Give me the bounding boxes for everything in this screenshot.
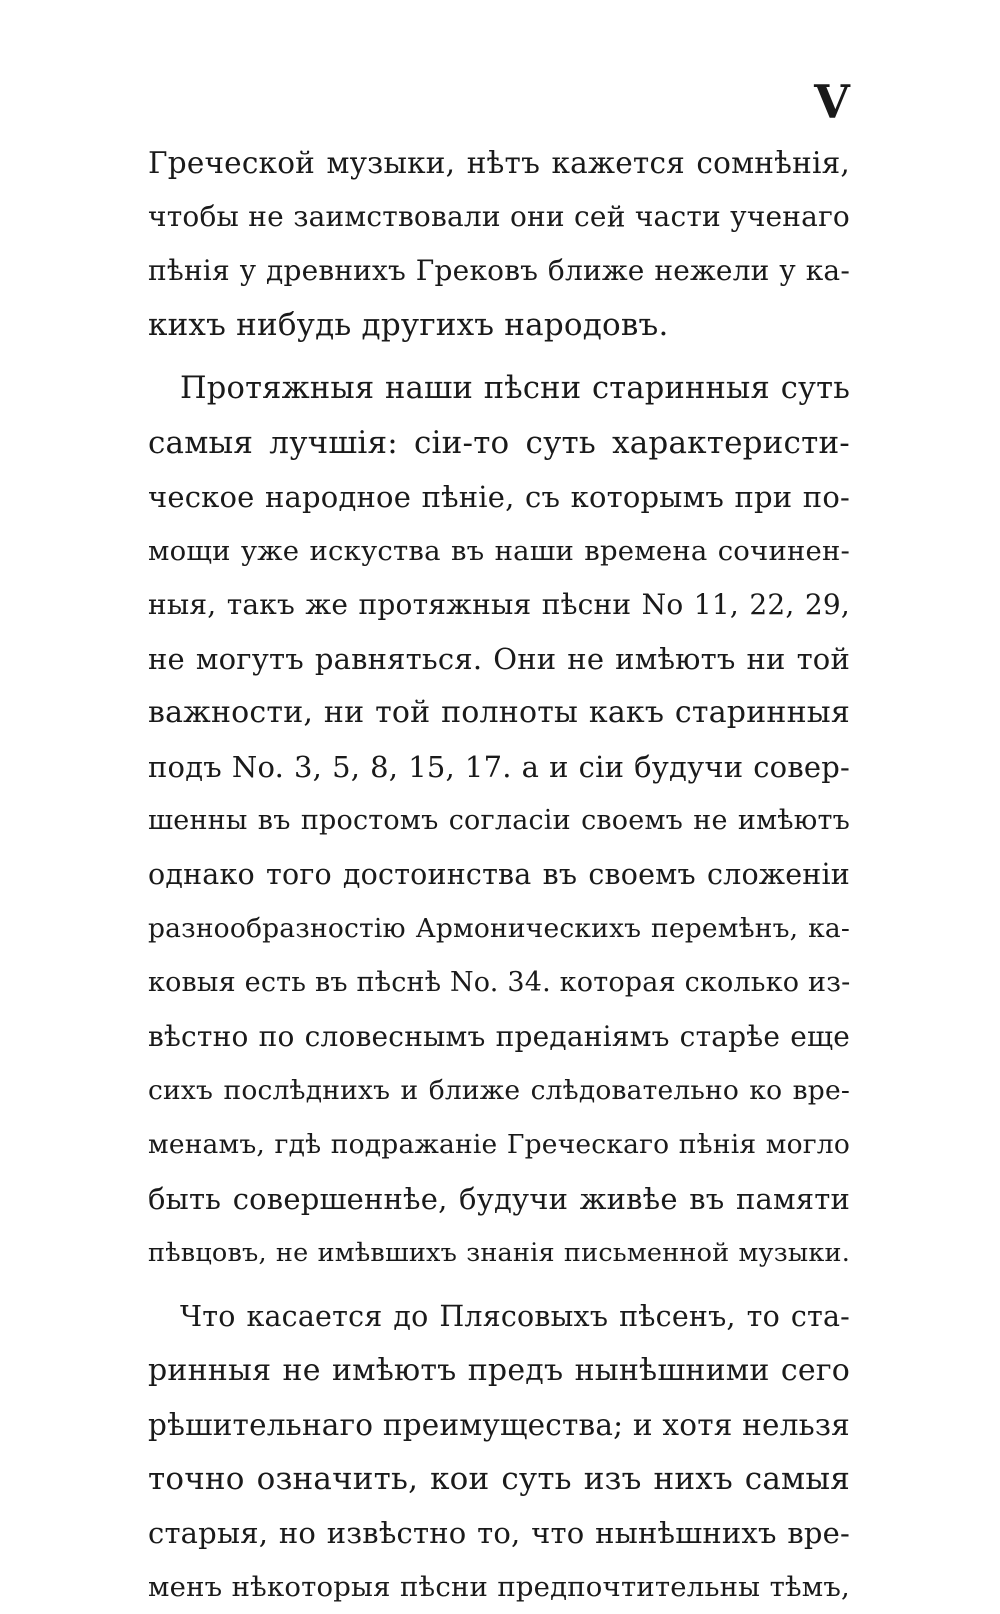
- text-line: не могутъ равняться. Они не имѣютъ ни той: [148, 642, 850, 676]
- text-line: важности, ни той полноты какъ старинныя: [148, 695, 850, 730]
- text-line: чтобы не заимствовали они сей части ученаго: [148, 200, 850, 233]
- text-line: точно означить, кои суть изъ нихъ самыя: [148, 1461, 850, 1497]
- text-line: кихъ нибудь другихъ народовъ.: [148, 307, 669, 343]
- paragraph-gap: [148, 1280, 850, 1290]
- text-line: менамъ, гдѣ подражаніе Греческаго пѣнія могло: [148, 1129, 850, 1160]
- text-line: менъ нѣкоторыя пѣсни предпочтительны тѣмъ,: [148, 1571, 850, 1603]
- paragraph-1: [148, 136, 850, 352]
- text-line: ринныя не имѣютъ предъ нынѣшними сего: [148, 1353, 850, 1388]
- text-line: самыя лучшія: сіи-то суть характеристи-: [148, 425, 850, 461]
- text-line: вѣстно по словеснымъ преданіямъ старѣе еще: [148, 1020, 850, 1053]
- text-line: пѣвцовъ, не имѣвшихъ знанія письменной музыки.: [148, 1238, 850, 1268]
- text-line: подъ No. 3, 5, 8, 15, 17. а и сіи будучи совер-: [148, 750, 850, 784]
- text-line: старыя, но извѣстно то, что нынѣшнихъ вре-: [148, 1516, 850, 1550]
- text-line: мощи уже искуства въ наши времена сочинен-: [148, 535, 850, 567]
- paragraph-2: [148, 362, 850, 1280]
- text-line: разнообразностію Армоническихъ перемѣнъ, ка-: [148, 913, 850, 944]
- text-line: Что касается до Плясовыхъ пѣсенъ, то ста-: [180, 1300, 850, 1333]
- paragraph-gap: [148, 352, 850, 362]
- text-line: однако того достоинства въ своемъ сложеніи: [148, 858, 850, 891]
- text-line: шенны въ простомъ согласіи своемъ не имѣютъ: [148, 805, 850, 836]
- text-line: ковыя есть въ пѣснѣ No. 34. которая сколько из-: [148, 967, 851, 998]
- text-line: ныя, такъ же протяжныя пѣсни No 11, 22, 29,: [148, 588, 850, 621]
- text-line: пѣнія у древнихъ Грековъ ближе нежели у ка-: [148, 254, 850, 287]
- text-line: Протяжныя наши пѣсни старинныя суть: [180, 371, 850, 406]
- page-number: V: [814, 75, 850, 129]
- text-line: Греческой музыки, нѣтъ кажется сомнѣнія,: [148, 146, 850, 180]
- body-text: [148, 136, 850, 1614]
- text-line: сихъ послѣднихъ и ближе слѣдовательно ко вре-: [148, 1075, 850, 1106]
- text-line: ческое народное пѣніе, съ которымъ при по-: [148, 480, 850, 514]
- text-line: рѣшительнаго преимущества; и хотя нельзя: [148, 1408, 850, 1442]
- text-line: быть совершеннѣе, будучи живѣе въ памяти: [148, 1182, 850, 1216]
- paragraph-3: [148, 1290, 850, 1614]
